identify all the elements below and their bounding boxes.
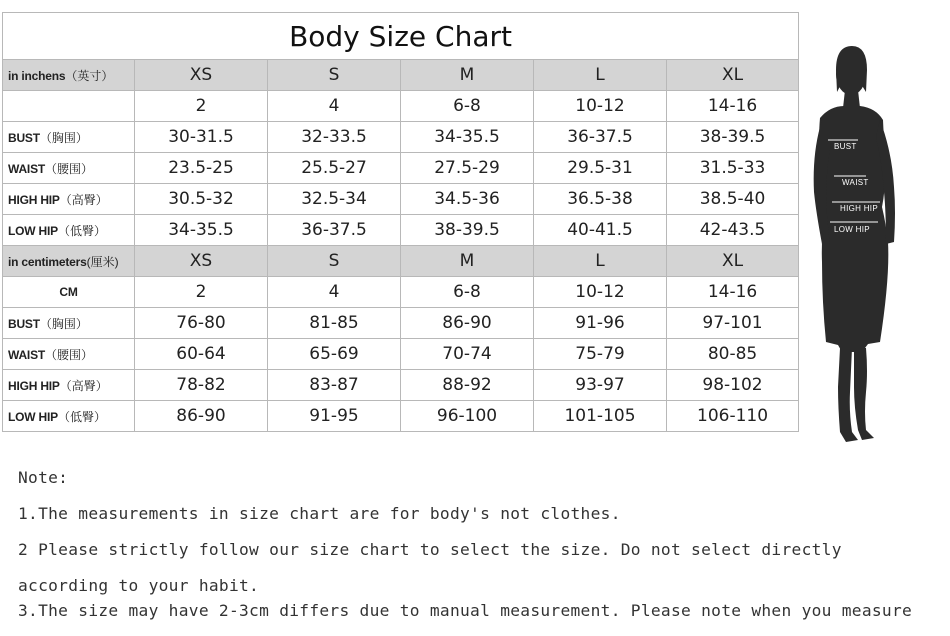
size-header-cell: XS: [135, 246, 268, 277]
row-label-en: HIGH HIP: [8, 378, 60, 393]
row-label: [3, 122, 135, 153]
centimeters-measure-row: [3, 401, 799, 432]
measure-cell: 36-37.5: [268, 215, 401, 246]
measure-cell: 36.5-38: [534, 184, 667, 215]
measure-cell: 106-110: [667, 401, 799, 432]
measure-cell: 96-100: [401, 401, 534, 432]
measure-cell: 60-64: [135, 339, 268, 370]
unit-label-en: in inchens: [8, 68, 66, 83]
centimeters-unit-label: [3, 246, 135, 277]
figure-label-bust: BUST: [834, 142, 857, 151]
measure-cell: 88-92: [401, 370, 534, 401]
measure-cell: 25.5-27: [268, 153, 401, 184]
unit-label-cn: （英寸）: [65, 68, 114, 83]
centimeters-header-row: [3, 246, 799, 277]
row-label-en: HIGH HIP: [8, 192, 60, 207]
measure-cell: 42-43.5: [667, 215, 799, 246]
row-label: [3, 370, 135, 401]
row-label-cn: （高臀）: [59, 192, 108, 207]
size-header-cell: S: [268, 246, 401, 277]
centimeters-measure-row: [3, 339, 799, 370]
inches-measure-row: [3, 184, 799, 215]
measure-cell: 80-85: [667, 339, 799, 370]
measure-cell: 91-96: [534, 308, 667, 339]
row-label-en: BUST: [8, 316, 40, 331]
measure-cell: 27.5-29: [401, 153, 534, 184]
inches-numeric-size-row: [3, 91, 799, 122]
row-label: [3, 308, 135, 339]
measure-cell: 34-35.5: [135, 215, 268, 246]
note-3: 3.The size may have 2-3cm differs due to manual measurement. Please note when you measure: [18, 601, 913, 620]
row-label-en: WAIST: [8, 161, 45, 176]
row-label-en: LOW HIP: [8, 223, 58, 238]
inches-header-row: [3, 60, 799, 91]
size-header-cell: XS: [135, 60, 268, 91]
figure-label-low-hip: LOW HIP: [834, 225, 870, 234]
row-label: [3, 277, 135, 308]
measure-cell: 23.5-25: [135, 153, 268, 184]
inches-measure-row: [3, 122, 799, 153]
numeric-size-cell: 10-12: [534, 91, 667, 122]
measure-cell: 65-69: [268, 339, 401, 370]
measure-cell: 76-80: [135, 308, 268, 339]
measure-cell: 34.5-36: [401, 184, 534, 215]
inches-measure-row: [3, 153, 799, 184]
unit-label-en: in centimeters: [8, 254, 87, 269]
measure-cell: 81-85: [268, 308, 401, 339]
measure-cell: 32-33.5: [268, 122, 401, 153]
measure-cell: 38.5-40: [667, 184, 799, 215]
measure-cell: 91-95: [268, 401, 401, 432]
row-label-cn: （胸围）: [39, 316, 88, 331]
row-label-cn: （腰围）: [45, 161, 94, 176]
measure-cell: 86-90: [401, 308, 534, 339]
measure-cell: 38-39.5: [401, 215, 534, 246]
body-figure-panel: [800, 12, 950, 452]
measure-cell: 32.5-34: [268, 184, 401, 215]
measure-cell: 93-97: [534, 370, 667, 401]
centimeters-measure-row: [3, 370, 799, 401]
numeric-size-cell: 2: [135, 91, 268, 122]
measure-cell: 98-102: [667, 370, 799, 401]
measure-cell: 38-39.5: [667, 122, 799, 153]
measure-cell: 78-82: [135, 370, 268, 401]
row-label-cn: （低臀）: [57, 223, 106, 238]
notes-heading: Note:: [18, 468, 69, 487]
row-label: [3, 153, 135, 184]
numeric-size-cell: 14-16: [667, 277, 799, 308]
measure-cell: 70-74: [401, 339, 534, 370]
row-label-en: BUST: [8, 130, 40, 145]
row-label-cn: （低臀）: [57, 409, 106, 424]
inches-unit-label: [3, 60, 135, 91]
measure-cell: 97-101: [667, 308, 799, 339]
inches-measure-row: [3, 215, 799, 246]
row-label-en: WAIST: [8, 347, 45, 362]
measure-cell: 40-41.5: [534, 215, 667, 246]
measure-cell: 75-79: [534, 339, 667, 370]
row-label-cn: （腰围）: [45, 347, 94, 362]
note-2: 2 Please strictly follow our size chart to select the size. Do not select directly: [18, 540, 842, 559]
numeric-size-cell: 6-8: [401, 91, 534, 122]
row-label: [3, 91, 135, 122]
measure-cell: 29.5-31: [534, 153, 667, 184]
size-header-cell: XL: [667, 246, 799, 277]
row-label-en: LOW HIP: [8, 409, 58, 424]
row-label: [3, 339, 135, 370]
size-header-cell: L: [534, 246, 667, 277]
numeric-size-cell: 6-8: [401, 277, 534, 308]
size-header-cell: S: [268, 60, 401, 91]
note-2-continued: according to your habit.: [18, 576, 260, 595]
size-chart-table: [2, 12, 799, 432]
size-header-cell: L: [534, 60, 667, 91]
figure-label-waist: WAIST: [842, 178, 869, 187]
measure-cell: 36-37.5: [534, 122, 667, 153]
size-header-cell: M: [401, 246, 534, 277]
centimeters-measure-row: [3, 308, 799, 339]
numeric-size-cell: 4: [268, 277, 401, 308]
chart-title: Body Size Chart: [3, 13, 799, 60]
measure-cell: 83-87: [268, 370, 401, 401]
size-header-cell: XL: [667, 60, 799, 91]
measure-cell: 101-105: [534, 401, 667, 432]
numeric-size-cell: 14-16: [667, 91, 799, 122]
row-label: [3, 401, 135, 432]
numeric-size-cell: 2: [135, 277, 268, 308]
measure-cell: 30.5-32: [135, 184, 268, 215]
size-header-cell: M: [401, 60, 534, 91]
note-1: 1.The measurements in size chart are for body's not clothes.: [18, 504, 621, 523]
figure-label-high-hip: HIGH HIP: [840, 204, 878, 213]
body-silhouette-icon: [800, 12, 950, 452]
row-label-en: CM: [59, 285, 78, 299]
unit-label-cn: (厘米): [86, 254, 119, 269]
measure-cell: 34-35.5: [401, 122, 534, 153]
centimeters-numeric-size-row: [3, 277, 799, 308]
row-label-cn: （高臀）: [59, 378, 108, 393]
row-label: [3, 184, 135, 215]
numeric-size-cell: 4: [268, 91, 401, 122]
row-label: [3, 215, 135, 246]
numeric-size-cell: 10-12: [534, 277, 667, 308]
row-label-cn: （胸围）: [39, 130, 88, 145]
measure-cell: 31.5-33: [667, 153, 799, 184]
measure-cell: 30-31.5: [135, 122, 268, 153]
measure-cell: 86-90: [135, 401, 268, 432]
